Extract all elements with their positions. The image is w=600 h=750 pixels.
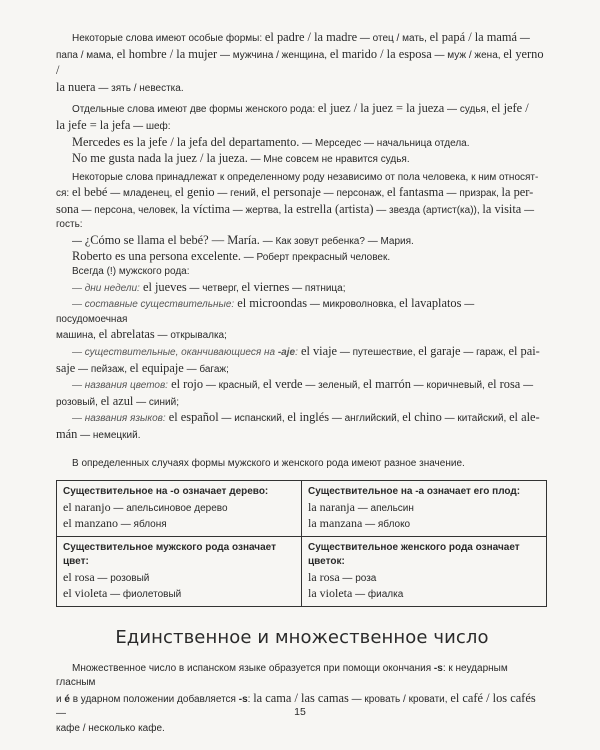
page-content: [56, 30, 548, 737]
cell-line: el violeta — фиолетовый: [63, 586, 182, 601]
text-line: и é в ударном положении добавляется -s: la cama / las camas — кровать / кровати, el café / los cafés —: [56, 690, 536, 720]
cell-heading: Существительное на -o означает дерево:: [63, 486, 269, 498]
list-item-continuation: mán — немецкий.: [56, 426, 141, 441]
list-item-continuation: машина, el abrelatas — открывалка;: [56, 327, 227, 342]
text-line: ся: el bebé — младенец, el genio — гений, el personaje — персонаж, el fantasma — призрак, la per-: [56, 185, 534, 200]
table-row: [57, 481, 547, 537]
cell-heading: Существительное на -a означает его плод:: [308, 486, 521, 498]
masculine-list: [56, 265, 548, 444]
cell-line: el naranjo — апельсиновое дерево: [63, 499, 228, 514]
text-line: папа / мама, el hombre / la mujer — мужчина / женщина, el marido / la esposa — муж / жена, el yerno /: [56, 46, 544, 78]
list-item: — дни недели: el jueves — четверг, el viernes — пятница;: [72, 279, 346, 294]
table-cell: [57, 481, 302, 537]
list-item-continuation: розовый, el azul — синий;: [56, 393, 179, 408]
text-line: Некоторые слова имеют особые формы: el padre / la madre — отец / мать, el papá / la mamá —: [72, 30, 530, 44]
paragraph-fixed-gender: [56, 171, 548, 265]
cell-line: la violeta — фиалка: [308, 586, 404, 601]
cell-heading: Существительное женского рода означает: [308, 541, 520, 553]
text-line: Некоторые слова принадлежат к определенному роду независимо от пола человека, к ним относят-: [72, 171, 539, 183]
text-line: кафе / несколько кафе.: [56, 722, 165, 734]
cell-heading: цветок:: [308, 556, 345, 568]
cell-line: la manzana — яблоко: [308, 516, 411, 531]
paragraph-special-forms: [56, 30, 548, 96]
section-title: Единственное и множественное число: [115, 626, 489, 648]
table-cell: [57, 536, 302, 606]
list-item: — составные существительные: el microondas — микроволновка, el lavaplatos — посудомоечная: [56, 296, 475, 325]
text-line: гость:: [56, 219, 83, 231]
cell-line: el manzano — яблоня: [63, 516, 167, 531]
example-sentence: Mercedes es la jefe / la jefa del departamento. — Мерседес — начальница отдела.: [72, 134, 470, 149]
cell-heading: Существительное мужского рода означает: [63, 541, 276, 553]
list-intro: Всегда (!) мужского рода:: [72, 265, 190, 277]
text-line: la nuera — зять / невестка.: [56, 79, 184, 94]
example-sentence: — ¿Cómo se llama el bebé? — María. — Как зовут ребенка? — Мария.: [72, 232, 414, 247]
example-sentence: Roberto es una persona excelente. — Роберт прекрасный человек.: [72, 248, 391, 263]
list-item: — названия цветов: el rojo — красный, el verde — зеленый, el marrón — коричневый, el rosa —: [72, 377, 534, 392]
list-item: — существительные, оканчивающиеся на -aje: el viaje — путешествие, el garaje — гараж, el pai-: [72, 343, 540, 358]
paragraph-different-meaning: В определенных случаях формы мужского и женского рода имеют разное значение.: [72, 458, 465, 470]
paragraph-two-feminine-forms: [56, 101, 548, 166]
example-sentence: No me gusta nada la juez / la jueza. — Мне совсем не нравится судья.: [72, 150, 410, 165]
cell-line: la naranja — апельсин: [308, 499, 414, 514]
table-row: [57, 536, 547, 606]
table-cell: [302, 536, 547, 606]
table-cell: [302, 481, 547, 537]
list-item-continuation: saje — пейзаж, el equipaje — багаж;: [56, 360, 229, 375]
paragraph-plural: [56, 662, 548, 737]
list-item: — названия языков: el español — испанский, el inglés — английский, el chino — китайский, el ale-: [72, 410, 540, 425]
page-number: 15: [294, 706, 306, 718]
text-line: Отдельные слова имеют две формы женского рода: el juez / la juez = la jueza — судья, el jefe /: [72, 101, 529, 116]
cell-line: el rosa — розовый: [63, 569, 150, 584]
text-line: sona — персона, человек, la víctima — жертва, la estrella (artista) — звезда (артист(ка)), la visita —: [56, 201, 535, 216]
cell-heading: цвет:: [63, 556, 89, 568]
gender-meaning-table: [56, 480, 547, 607]
text-line: la jefe = la jefa — шеф:: [56, 117, 171, 132]
text-line: Множественное число в испанском языке образуется при помощи окончания -s: к неударным гласным: [56, 662, 508, 689]
cell-line: la rosa — роза: [308, 569, 377, 584]
